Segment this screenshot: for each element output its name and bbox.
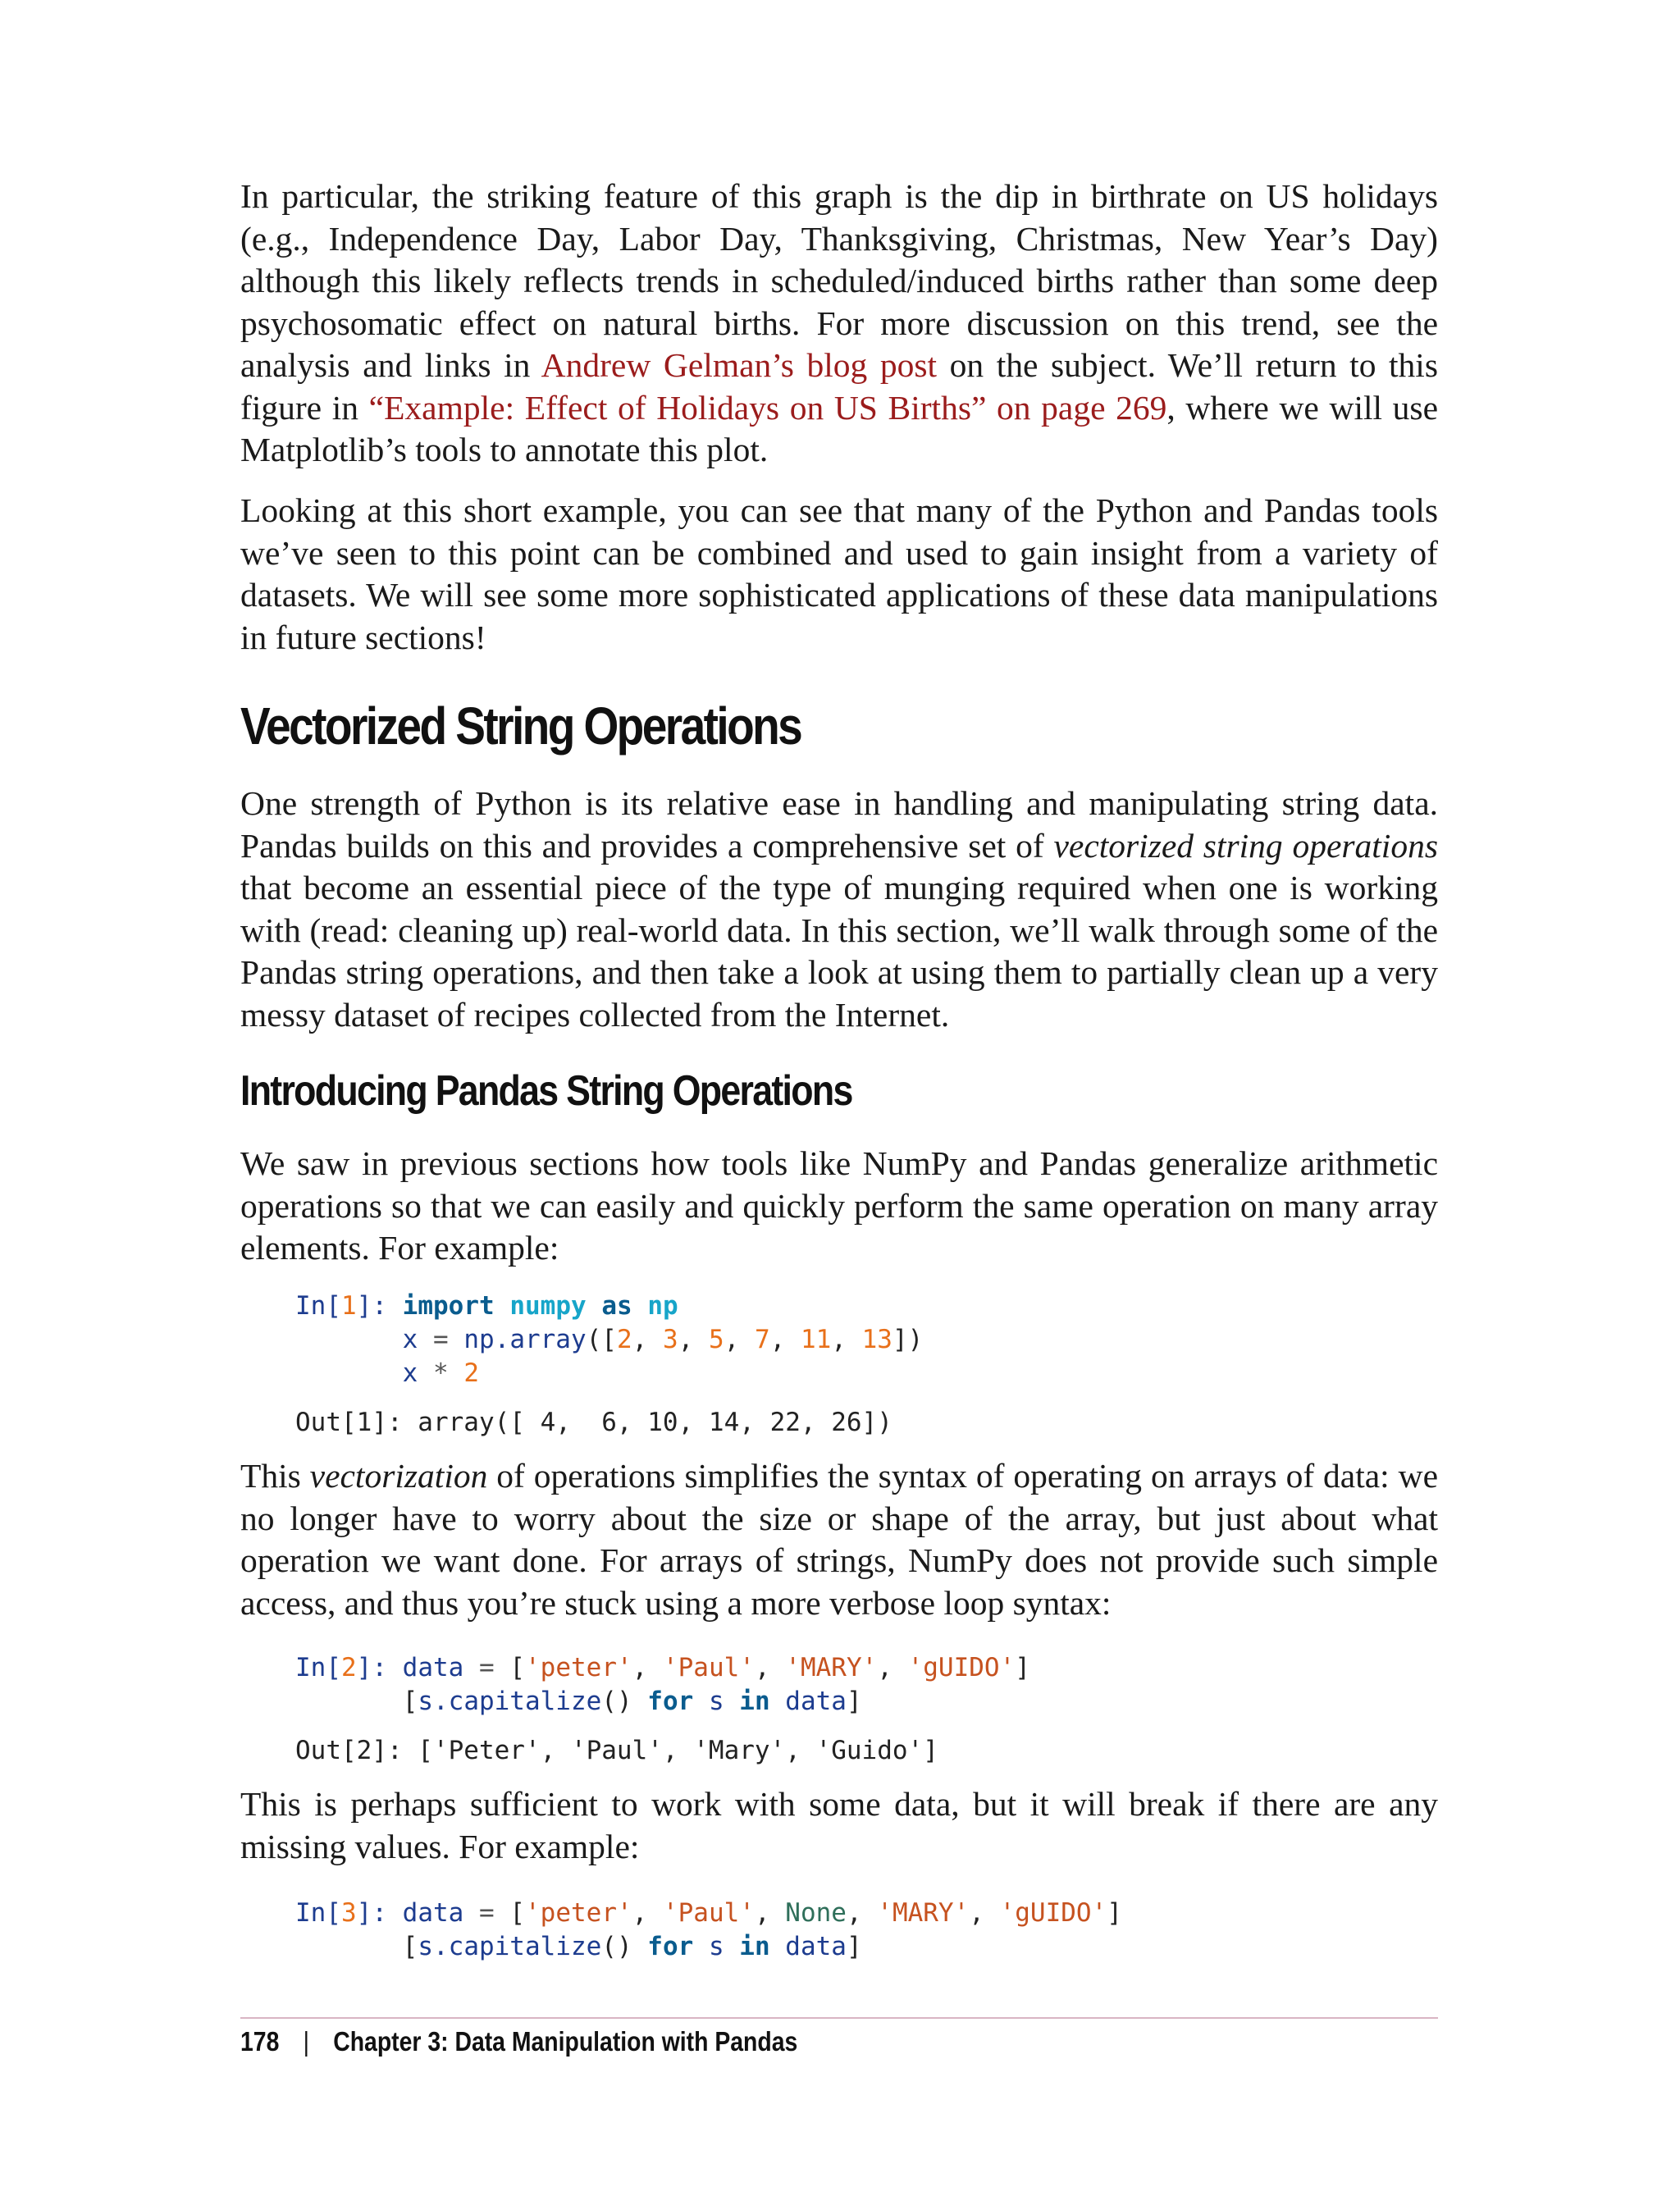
code-token: data	[402, 1653, 464, 1682]
code-token: 11	[800, 1325, 832, 1354]
code-token: ,	[969, 1898, 1000, 1928]
code-token: =	[418, 1325, 464, 1354]
code-token: ,	[632, 1898, 663, 1928]
code-token: ,	[632, 1325, 663, 1354]
code-token: In[	[295, 1653, 341, 1682]
code-token: numpy	[509, 1291, 587, 1321]
code-token: 2	[463, 1358, 479, 1388]
code-cell-2	[295, 1651, 1030, 1719]
code-token: 3	[341, 1898, 357, 1928]
code-token: 'Paul'	[662, 1653, 755, 1682]
footer-separator: |	[303, 2026, 309, 2057]
intro-text: , where we will use Matplotlib’s tools to annotate this plot.	[240, 388, 1439, 468]
footer-divider	[240, 2017, 1438, 2019]
gelman-blog-link[interactable]: Andrew Gelman’s blog post	[541, 346, 938, 384]
code-cell-3	[295, 1897, 1122, 1964]
code-token: [	[402, 1687, 418, 1716]
code-token: in	[739, 1932, 770, 1961]
code-token: 13	[861, 1325, 892, 1354]
code-token: ,	[831, 1325, 862, 1354]
code-token: ]	[1107, 1898, 1122, 1928]
code-token: x	[402, 1358, 418, 1388]
subsection-text: This	[240, 1457, 310, 1495]
code-token: ()	[601, 1687, 648, 1716]
intro-text: on the subject. We’ll return to this figure in	[240, 346, 1438, 427]
intro-text: In particular, the striking feature of this graph is the dip in birthrate on US holidays (e.g., Independence Day, Labor Day, Thanksgiving, Christmas, New Year’s Day) although this likely reflects trends in scheduled/induced births rather than some deep psychosomatic effect on natural births. For more discussion on this trend, see the analysis and links in	[240, 177, 1438, 384]
code-token: =	[463, 1898, 510, 1928]
code-token: In[	[295, 1898, 341, 1928]
code-token: ,	[846, 1898, 878, 1928]
code-token: ]:	[356, 1291, 403, 1321]
code-token: data	[769, 1932, 847, 1961]
intro-paragraph-1	[240, 176, 1438, 472]
intro-paragraph-2	[240, 490, 1438, 659]
code-token: ()	[601, 1932, 648, 1961]
code-token: ]:	[356, 1653, 403, 1682]
code-token: for	[647, 1932, 694, 1961]
code-token: ,	[754, 1898, 786, 1928]
holidays-example-link[interactable]: “Example: Effect of Holidays on US Births” on page 269	[368, 388, 1167, 427]
code-token: data	[769, 1687, 847, 1716]
code-token: 'peter'	[525, 1653, 632, 1682]
subsection-paragraph-3	[240, 1783, 1438, 1868]
code-token: in	[739, 1687, 770, 1716]
code-token: *	[418, 1358, 464, 1388]
section-text: that become an essential piece of the type of munging required when one is working with (read: cleaning up) real-world data. In this section, we’ll walk through some of the Pandas string operations, and then take a look at using them to partially clean up a very messy dataset of recipes collected from the Internet.	[240, 869, 1438, 1034]
subsection-text: of operations simplifies the syntax of operating on arrays of data: we no longer have to worry about the size or shape of the array, but just about what operation we want done. For arrays of strings, NumPy does not provide such simple access, and thus you’re stuck using a more verbose loop syntax:	[240, 1457, 1438, 1622]
code-token: ,	[877, 1653, 908, 1682]
code-token: ,	[678, 1325, 709, 1354]
code-token: None	[785, 1898, 847, 1928]
code-token: ]	[846, 1932, 862, 1961]
code-token: =	[463, 1653, 510, 1682]
page-number: 178	[240, 2026, 280, 2057]
code-token: ,	[769, 1325, 801, 1354]
section-emphasis: vectorized string operations	[1053, 826, 1438, 865]
code-token: s	[693, 1687, 740, 1716]
section-title	[240, 696, 1438, 756]
section-heading: Vectorized String Operations	[240, 696, 801, 756]
code-token: 'gUIDO'	[907, 1653, 1016, 1682]
code-token: 'Paul'	[662, 1898, 755, 1928]
code-token: 7	[754, 1325, 770, 1354]
subsection-title	[240, 1066, 1438, 1116]
code-token: ]:	[356, 1898, 403, 1928]
code-token: ,	[632, 1653, 663, 1682]
code-token: 'MARY'	[877, 1898, 970, 1928]
code-token: 'peter'	[525, 1898, 632, 1928]
code-cell-1	[295, 1290, 923, 1390]
code-token: for	[647, 1687, 694, 1716]
code-token: s.capitalize	[418, 1687, 602, 1716]
code-token: 5	[708, 1325, 724, 1354]
section-paragraph	[240, 783, 1438, 1036]
subsection-emphasis: vectorization	[309, 1457, 488, 1495]
code-token: ([	[586, 1325, 617, 1354]
code-token: np.array	[463, 1325, 587, 1354]
subsection-paragraph-2	[240, 1455, 1438, 1624]
code-token: ]	[1015, 1653, 1030, 1682]
code-token: [	[509, 1898, 525, 1928]
subsection-heading: Introducing Pandas String Operations	[240, 1067, 852, 1115]
subsection-p3-text: This is perhaps sufficient to work with some data, but it will break if there are any missing values. For example:	[240, 1785, 1438, 1865]
code-token: 2	[616, 1325, 632, 1354]
code-token: ]	[846, 1687, 862, 1716]
section-text: One strength of Python is its relative ease in handling and manipulating string data. Pandas builds on this and provides a comprehensive set of	[240, 784, 1438, 865]
code-output-1: Out[1]: array([ 4, 6, 10, 14, 22, 26])	[295, 1408, 892, 1437]
intro-p2-text: Looking at this short example, you can see that many of the Python and Pandas tools we’ve seen to this point can be combined and used to gain insight from a variety of datasets. We will see some more sophisticated applications of these data manipulations in future sections!	[240, 491, 1438, 656]
subsection-p1-text: We saw in previous sections how tools like NumPy and Pandas generalize arithmetic operations so that we can easily and quickly perform the same operation on many array elements. For example:	[240, 1144, 1438, 1267]
code-token: ,	[754, 1653, 786, 1682]
code-token: s.capitalize	[418, 1932, 602, 1961]
code-token: [	[402, 1932, 418, 1961]
code-output-2: Out[2]: ['Peter', 'Paul', 'Mary', 'Guido']	[295, 1736, 938, 1765]
code-token: np	[647, 1291, 678, 1321]
code-token: 'MARY'	[785, 1653, 878, 1682]
code-token: In[	[295, 1291, 341, 1321]
code-token: x	[402, 1325, 418, 1354]
code-token: as	[601, 1291, 632, 1321]
code-token: 'gUIDO'	[999, 1898, 1107, 1928]
code-token: 3	[662, 1325, 678, 1354]
code-token: ,	[724, 1325, 755, 1354]
code-token: s	[693, 1932, 740, 1961]
code-token: import	[402, 1291, 495, 1321]
page-footer	[240, 2026, 797, 2057]
code-token: ])	[892, 1325, 924, 1354]
code-token: data	[402, 1898, 464, 1928]
subsection-paragraph-1	[240, 1143, 1438, 1270]
code-token: [	[509, 1653, 525, 1682]
chapter-title: Chapter 3: Data Manipulation with Pandas	[333, 2026, 798, 2057]
code-token: 1	[341, 1291, 357, 1321]
code-token: 2	[341, 1653, 357, 1682]
